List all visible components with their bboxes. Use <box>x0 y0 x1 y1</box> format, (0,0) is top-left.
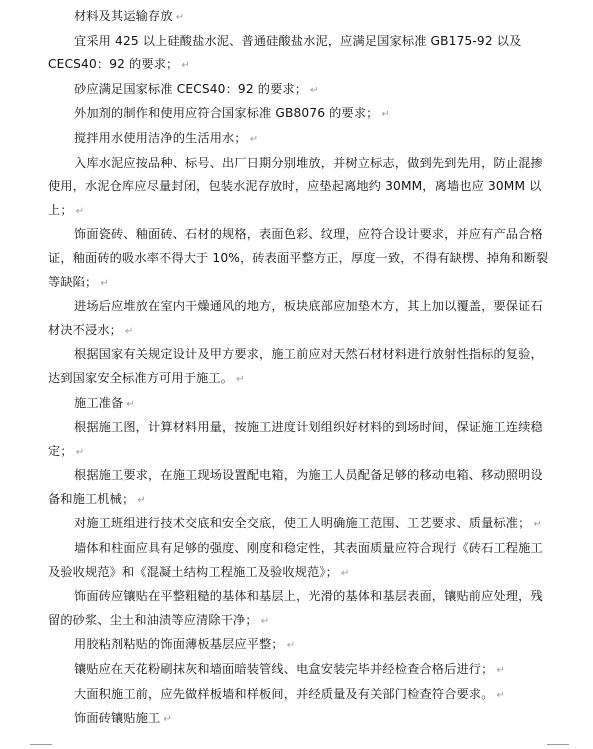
paragraph <box>48 464 553 512</box>
paragraph-mark-icon: ↵ <box>310 84 319 96</box>
section-heading <box>48 5 553 30</box>
paragraph-text: 对施工班组进行技术交底和安全交底，使工人明确施工范围、工艺要求、质量标准； <box>74 516 531 531</box>
paragraph-text: 镶贴应在天花粉刷抹灰和墙面暗装管线、电盒安装完毕并经检查合格后进行； <box>74 662 494 677</box>
paragraph-text: 墙体和柱面应具有足够的强度、刚度和稳定性，其表面质量应符合现行《砖石工程施工及验收规范》和《混凝土结构工程施工及验收规范》； <box>48 541 543 579</box>
paragraph-text: 外加剂的制作和使用应符合国家标准 GB8076 的要求； <box>74 106 379 121</box>
paragraph-text: 进场后应堆放在室内干燥通风的地方，板块底部应加垫木方，其上加以覆盖，要保证石材决不浸水； <box>48 299 543 337</box>
paragraph-text: 入库水泥应按品种、标号、出厂日期分别堆放，并树立标志，做到先到先用，防止混掺使用，水泥仓库应尽量封闭，包装水泥存放时，应垫起离地约 30MM，离墙也应 30MM 以上； <box>48 155 543 217</box>
paragraph <box>48 295 553 343</box>
paragraph-text: 饰面砖镶贴施工 <box>74 711 161 726</box>
page-corner-mark-left <box>30 744 52 745</box>
paragraph-mark-icon: ↵ <box>75 446 85 458</box>
paragraph-mark-icon: ↵ <box>496 665 506 677</box>
paragraph-text: 用胶粘剂粘贴的饰面薄板基层应平整； <box>74 637 284 652</box>
paragraph <box>48 633 553 658</box>
paragraph-text: 宜采用 425 以上硅酸盐水泥、普通硅酸盐水泥，应满足国家标准 GB175-92 以及 CECS40：92 的要求； <box>48 33 522 72</box>
paragraph-mark-icon: ↵ <box>381 109 391 121</box>
paragraph <box>48 658 553 683</box>
paragraph-mark-icon: ↵ <box>126 398 135 410</box>
paragraph-text: 根据施工要求，在施工现场设置配电箱，为施工人员配备足够的移动电箱、移动照明设备和施工机械； <box>48 468 543 506</box>
paragraph <box>48 416 553 464</box>
paragraph-mark-icon: ↵ <box>496 689 506 701</box>
paragraph <box>48 512 553 537</box>
paragraph-mark-icon: ↵ <box>75 205 85 217</box>
section-heading <box>48 707 553 732</box>
paragraph <box>48 127 553 152</box>
section-heading <box>48 392 553 417</box>
paragraph <box>48 30 553 78</box>
paragraph-mark-icon: ↵ <box>341 567 350 579</box>
paragraph-text: 砂应满足国家标准 CECS40：92 的要求； <box>74 81 308 96</box>
paragraph-text: 材料及其运输存放 <box>74 9 173 23</box>
paragraph-text: 搅拌用水使用洁净的生活用水； <box>74 130 247 145</box>
paragraph-text: 饰面瓷砖、釉面砖、石材的规格，表面色彩、纹理，应符合设计要求，并应有产品合格证，釉面砖的吸水率不得大于 10%，砖表面平整方正，厚度一致，不得有缺楞、掉角和断裂等缺陷； <box>48 227 549 289</box>
paragraph <box>48 585 553 633</box>
paragraph <box>48 102 553 127</box>
paragraph-mark-icon: ↵ <box>175 12 185 23</box>
paragraph-text: 根据国家有关规定设计及甲方要求，施工前应对天然石材材料进行放射性指标的复验，达到国家安全标准方可用于施工。 <box>48 347 543 385</box>
page-corner-mark-right <box>547 744 569 745</box>
paragraph-text: 大面积施工前，应先做样板墙和样板间，并经质量及有关部门检查符合要求。 <box>74 686 494 701</box>
paragraph-mark-icon: ↵ <box>236 373 245 385</box>
paragraph-mark-icon: ↵ <box>533 519 543 531</box>
paragraph-mark-icon: ↵ <box>137 494 146 506</box>
paragraph-mark-icon: ↵ <box>163 714 172 726</box>
paragraph <box>48 78 553 103</box>
paragraph <box>48 683 553 708</box>
paragraph-mark-icon: ↵ <box>181 60 190 72</box>
paragraph-text: 施工准备 <box>74 395 124 410</box>
paragraph <box>48 537 553 585</box>
paragraph-mark-icon: ↵ <box>125 325 134 337</box>
paragraph-mark-icon: ↵ <box>260 615 270 627</box>
paragraph <box>48 223 553 295</box>
paragraph-mark-icon: ↵ <box>249 133 259 145</box>
paragraph-text: 饰面砖应镶贴在平整粗糙的基体和基层上，光滑的基体和基层表面，镶贴前应处理，残留的砂浆、尘土和油渍等应清除干净； <box>48 589 543 627</box>
paragraph-mark-icon: ↵ <box>286 640 296 652</box>
document-body <box>48 0 553 732</box>
paragraph-text: 根据施工图，计算材料用量，按施工进度计划组织好材料的到场时间，保证施工连续稳定； <box>48 420 543 458</box>
paragraph <box>48 152 553 224</box>
paragraph-mark-icon: ↵ <box>100 277 109 289</box>
paragraph <box>48 343 553 391</box>
